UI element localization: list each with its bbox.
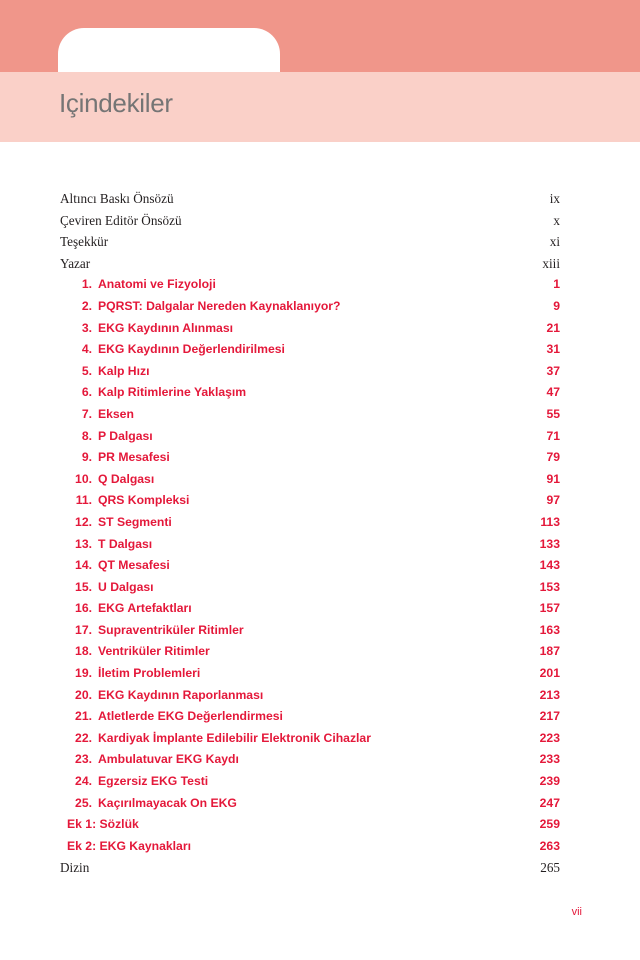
toc-chapter-number: 24. [75, 774, 92, 789]
toc-chapter-entry[interactable] [60, 685, 560, 707]
toc-entry-page: x [553, 212, 560, 228]
toc-chapter-title: Ventriküler Ritimler [98, 644, 210, 659]
toc-chapter-number: 13. [75, 536, 92, 551]
toc-chapter-title: Kalp Hızı [98, 363, 150, 378]
toc-entry-title: Altıncı Baskı Önsözü [60, 191, 174, 206]
toc-chapter-entry[interactable] [60, 318, 560, 340]
toc-chapter-number: 19. [75, 666, 92, 681]
toc-entry-title: Çeviren Editör Önsözü [60, 212, 182, 228]
toc-chapter-number: 25. [75, 795, 92, 810]
toc-chapter-entry[interactable] [60, 749, 560, 771]
front-matter-list [60, 188, 560, 274]
toc-entry[interactable] [60, 836, 560, 858]
toc-chapter-page: 31 [546, 342, 560, 357]
appendix-list [60, 814, 560, 857]
toc-chapter-number: 20. [75, 687, 92, 702]
toc-chapter-number: 17. [75, 622, 92, 637]
page-number: vii [571, 906, 582, 918]
toc-chapter-page: 47 [546, 385, 560, 400]
toc-chapter-number: 4. [81, 342, 92, 357]
toc-chapter-title: Atletlerde EKG Değerlendirmesi [98, 709, 283, 724]
toc-entry-page: xiii [542, 255, 560, 271]
toc-chapter-number: 18. [75, 644, 92, 659]
toc-chapter-entry[interactable] [60, 771, 560, 793]
toc-chapter-number: 8. [81, 428, 92, 443]
toc-entry-page: 263 [539, 838, 560, 853]
toc-chapter-page: 213 [539, 687, 560, 702]
toc-chapter-number: 10. [75, 471, 92, 486]
toc-chapter-entry[interactable] [60, 706, 560, 728]
toc-chapter-page: 217 [539, 709, 560, 724]
toc-chapter-title: Kaçırılmayacak On EKG [98, 795, 237, 810]
toc-chapter-page: 239 [539, 774, 560, 789]
toc-chapter-page: 71 [546, 428, 560, 443]
toc-entry-page: ix [549, 191, 560, 206]
toc-chapter-title: Egzersiz EKG Testi [98, 774, 209, 789]
toc-chapter-title: Q Dalgası [98, 471, 155, 486]
toc-chapter-title: Supraventriküler Ritimler [98, 622, 244, 637]
toc-chapter-page: 153 [539, 579, 560, 594]
toc-chapter-title: T Dalgası [98, 536, 153, 551]
toc-chapter-title: P Dalgası [98, 428, 153, 443]
toc-chapter-number: 7. [81, 406, 92, 421]
toc-chapter-entry[interactable] [60, 469, 560, 491]
toc-chapter-page: 201 [539, 666, 560, 681]
toc-chapter-page: 91 [546, 471, 560, 486]
toc-chapter-page: 157 [539, 601, 560, 616]
page-title: Içindekiler [59, 88, 173, 118]
toc-chapter-entry[interactable] [60, 793, 560, 815]
toc-chapter-entry[interactable] [60, 339, 560, 361]
toc-chapter-page: 113 [540, 514, 560, 529]
toc-entry-title: Teşekkür [60, 234, 109, 250]
toc-chapter-number: 22. [75, 730, 92, 745]
toc-chapter-entry[interactable] [60, 490, 560, 512]
toc-chapter-number: 3. [81, 320, 92, 335]
toc-chapter-entry[interactable] [60, 555, 560, 577]
toc-entry-title: Yazar [60, 255, 91, 271]
toc-chapter-entry[interactable] [60, 577, 560, 599]
toc-chapter-entry[interactable] [60, 447, 560, 469]
toc-chapter-entry[interactable] [60, 361, 560, 383]
table-of-contents [60, 188, 560, 879]
toc-entry[interactable] [60, 253, 560, 275]
toc-chapter-entry[interactable] [60, 426, 560, 448]
toc-entry[interactable] [60, 814, 560, 836]
toc-chapter-entry[interactable] [60, 404, 560, 426]
toc-chapter-title: PR Mesafesi [98, 450, 170, 465]
toc-chapter-entry[interactable] [60, 598, 560, 620]
toc-chapter-page: 187 [539, 644, 560, 659]
toc-entry[interactable] [60, 231, 560, 253]
toc-chapter-title: Eksen [98, 406, 134, 421]
toc-chapter-entry[interactable] [60, 296, 560, 318]
toc-chapter-page: 223 [539, 730, 560, 745]
toc-entry-title: Ek 1: Sözlük [67, 817, 139, 832]
toc-chapter-page: 37 [546, 363, 560, 378]
toc-chapter-entry[interactable] [60, 620, 560, 642]
toc-chapter-number: 14. [75, 558, 92, 573]
toc-chapter-title: QRS Kompleksi [98, 493, 190, 508]
toc-chapter-entry[interactable] [60, 274, 560, 296]
toc-chapter-entry[interactable] [60, 728, 560, 750]
toc-chapter-number: 9. [81, 450, 92, 465]
toc-chapter-title: İletim Problemleri [98, 666, 201, 681]
toc-entry[interactable] [60, 188, 560, 210]
toc-entry[interactable] [60, 857, 560, 879]
toc-entry-page: 265 [540, 860, 560, 876]
toc-chapter-number: 21. [75, 709, 92, 724]
toc-chapter-number: 15. [75, 579, 92, 594]
toc-chapter-page: 55 [546, 406, 560, 421]
toc-chapter-page: 247 [539, 795, 560, 810]
toc-chapter-entry[interactable] [60, 641, 560, 663]
toc-chapter-title: EKG Kaydının Alınması [98, 320, 233, 335]
toc-chapter-number: 11. [75, 493, 92, 508]
toc-chapter-title: EKG Kaydının Değerlendirilmesi [98, 342, 285, 357]
toc-chapter-title: QT Mesafesi [98, 558, 170, 573]
toc-entry-page: xi [549, 234, 560, 250]
toc-chapter-page: 97 [546, 493, 560, 508]
toc-chapter-title: Kardiyak İmplante Edilebilir Elektronik Cihazlar [98, 730, 371, 745]
toc-chapter-number: 12. [75, 514, 92, 529]
toc-chapter-number: 23. [75, 752, 92, 767]
toc-entry-title: Ek 2: EKG Kaynakları [67, 838, 191, 853]
chapter-list [60, 274, 560, 814]
toc-chapter-page: 233 [539, 752, 560, 767]
toc-chapter-page: 9 [553, 298, 560, 313]
toc-chapter-title: U Dalgası [98, 579, 154, 594]
toc-chapter-page: 133 [539, 536, 560, 551]
toc-chapter-title: Anatomi ve Fizyoloji [98, 277, 216, 292]
toc-entry[interactable] [60, 210, 560, 232]
toc-chapter-entry[interactable] [60, 512, 560, 534]
toc-chapter-page: 163 [539, 622, 560, 637]
toc-chapter-page: 143 [539, 558, 560, 573]
toc-chapter-page: 79 [546, 450, 560, 465]
toc-chapter-title: EKG Artefaktları [98, 601, 192, 616]
toc-chapter-entry[interactable] [60, 663, 560, 685]
toc-chapter-title: ST Segmenti [98, 514, 172, 529]
toc-chapter-entry[interactable] [60, 382, 560, 404]
back-matter-list [60, 857, 560, 879]
toc-chapter-entry[interactable] [60, 534, 560, 556]
toc-chapter-title: PQRST: Dalgalar Nereden Kaynaklanıyor? [98, 298, 341, 313]
toc-chapter-number: 16. [75, 601, 92, 616]
toc-entry-title: Dizin [60, 860, 90, 876]
toc-chapter-number: 6. [81, 385, 92, 400]
toc-chapter-number: 1. [81, 277, 92, 292]
toc-chapter-page: 21 [546, 320, 560, 335]
toc-entry-page: 259 [539, 817, 560, 832]
toc-chapter-title: EKG Kaydının Raporlanması [98, 687, 264, 702]
toc-chapter-page: 1 [553, 277, 560, 292]
toc-chapter-title: Kalp Ritimlerine Yaklaşım [98, 385, 247, 400]
toc-chapter-title: Ambulatuvar EKG Kaydı [98, 752, 239, 767]
toc-chapter-number: 5. [81, 363, 92, 378]
toc-chapter-number: 2. [81, 298, 92, 313]
